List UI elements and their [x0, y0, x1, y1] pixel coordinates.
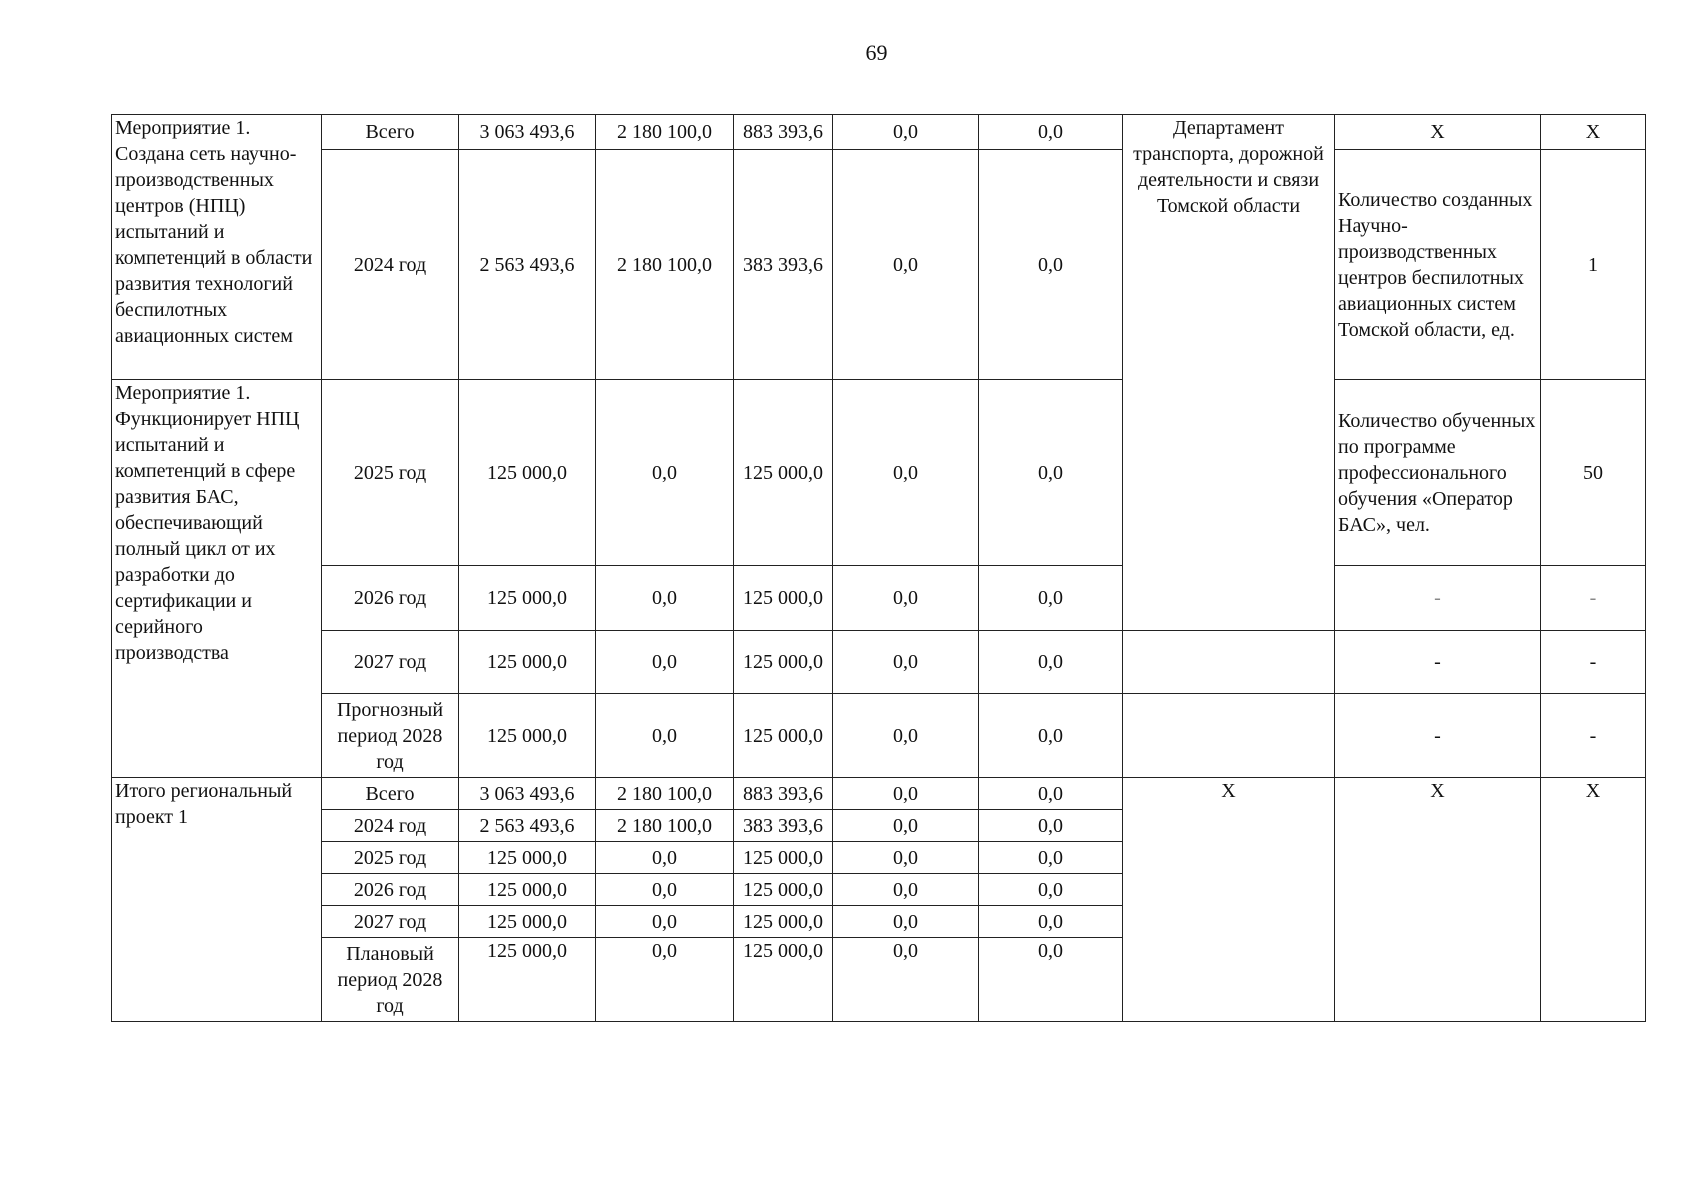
value-cell: 3 063 493,6 [459, 115, 596, 150]
value-cell: 2 563 493,6 [459, 150, 596, 380]
period-cell: 2024 год [322, 150, 459, 380]
indicator-cell: Количество обученных по программе профессионального обучения «Оператор БАС», чел. [1335, 380, 1541, 566]
value-cell: 883 393,6 [734, 115, 833, 150]
period-cell: 2025 год [322, 842, 459, 874]
period-cell: 2024 год [322, 810, 459, 842]
value-cell: 2 180 100,0 [596, 810, 734, 842]
value-cell: 0,0 [596, 906, 734, 938]
value-cell: 0,0 [979, 115, 1123, 150]
total-title: Итого региональный проект 1 [112, 778, 322, 1022]
value-cell: 0,0 [596, 842, 734, 874]
value-cell: 0,0 [833, 778, 979, 810]
value-cell: 0,0 [833, 380, 979, 566]
indicator-value: 50 [1541, 380, 1646, 566]
event-title: Мероприятие 1. Создана сеть научно-производственных центров (НПЦ) испытаний и компетенций в области развития технологий беспилотных авиационных систем [112, 115, 322, 380]
value-cell: 125 000,0 [459, 380, 596, 566]
dash-cell: - [1541, 566, 1646, 631]
table-row [112, 380, 1646, 566]
value-cell: 125 000,0 [459, 631, 596, 694]
x-mark: X [1335, 778, 1541, 1022]
period-cell: Всего [322, 115, 459, 150]
value-cell: 0,0 [979, 150, 1123, 380]
value-cell: 125 000,0 [734, 694, 833, 778]
value-cell: 883 393,6 [734, 778, 833, 810]
value-cell: 0,0 [979, 566, 1123, 631]
value-cell: 125 000,0 [734, 842, 833, 874]
value-cell: 125 000,0 [734, 380, 833, 566]
value-cell: 125 000,0 [459, 694, 596, 778]
dash-cell: - [1541, 631, 1646, 694]
value-cell: 0,0 [979, 810, 1123, 842]
table-row [112, 631, 1646, 694]
budget-table [111, 114, 1646, 1022]
x-mark: X [1123, 778, 1335, 1022]
value-cell: 0,0 [596, 566, 734, 631]
value-cell: 2 180 100,0 [596, 150, 734, 380]
value-cell: 0,0 [833, 694, 979, 778]
value-cell: 125 000,0 [459, 566, 596, 631]
period-cell: 2027 год [322, 906, 459, 938]
executor-cell: Департамент транспорта, дорожной деятельности и связи Томской области [1123, 115, 1335, 631]
event-title: Мероприятие 1. Функционирует НПЦ испытаний и компетенций в сфере развития БАС, обеспечивающий полный цикл от их разработки до сертификации и серийного производства [112, 380, 322, 778]
value-cell: 0,0 [596, 938, 734, 1022]
value-cell: 2 180 100,0 [596, 778, 734, 810]
period-cell: 2027 год [322, 631, 459, 694]
value-cell: 2 180 100,0 [596, 115, 734, 150]
value-cell: 0,0 [833, 115, 979, 150]
value-cell: 125 000,0 [734, 906, 833, 938]
value-cell: 0,0 [979, 938, 1123, 1022]
value-cell: 125 000,0 [734, 631, 833, 694]
table-row [112, 778, 1646, 810]
value-cell: 0,0 [833, 938, 979, 1022]
value-cell: 0,0 [979, 906, 1123, 938]
period-cell: Плановый период 2028 год [322, 938, 459, 1022]
value-cell: 0,0 [833, 874, 979, 906]
x-mark: X [1541, 115, 1646, 150]
value-cell: 0,0 [833, 631, 979, 694]
value-cell: 0,0 [596, 694, 734, 778]
x-mark: X [1335, 115, 1541, 150]
value-cell: 125 000,0 [734, 938, 833, 1022]
value-cell: 0,0 [979, 778, 1123, 810]
table-row [112, 694, 1646, 778]
value-cell: 383 393,6 [734, 810, 833, 842]
table-row [112, 566, 1646, 631]
value-cell: 3 063 493,6 [459, 778, 596, 810]
value-cell: 0,0 [979, 842, 1123, 874]
value-cell: 0,0 [979, 874, 1123, 906]
value-cell: 0,0 [979, 380, 1123, 566]
value-cell: 0,0 [833, 842, 979, 874]
table-row [112, 115, 1646, 150]
period-cell: Всего [322, 778, 459, 810]
value-cell: 0,0 [979, 631, 1123, 694]
period-cell: 2026 год [322, 874, 459, 906]
period-cell: Прогнозный период 2028 год [322, 694, 459, 778]
value-cell: 0,0 [833, 566, 979, 631]
period-cell: 2026 год [322, 566, 459, 631]
dash-cell: - [1541, 694, 1646, 778]
empty-cell [1123, 694, 1335, 778]
value-cell: 125 000,0 [459, 874, 596, 906]
value-cell: 0,0 [596, 874, 734, 906]
period-cell: 2025 год [322, 380, 459, 566]
indicator-cell: Количество созданных Научно-производственных центров беспилотных авиационных систем Томской области, ед. [1335, 150, 1541, 380]
x-mark: X [1541, 778, 1646, 1022]
value-cell: 0,0 [596, 380, 734, 566]
value-cell: 125 000,0 [459, 938, 596, 1022]
value-cell: 383 393,6 [734, 150, 833, 380]
value-cell: 0,0 [596, 631, 734, 694]
dash-cell: - [1335, 631, 1541, 694]
page-number: 69 [865, 40, 888, 65]
value-cell: 0,0 [833, 906, 979, 938]
table-row [112, 150, 1646, 380]
value-cell: 0,0 [979, 694, 1123, 778]
value-cell: 125 000,0 [459, 906, 596, 938]
empty-cell [1123, 631, 1335, 694]
value-cell: 125 000,0 [734, 874, 833, 906]
value-cell: 125 000,0 [459, 842, 596, 874]
value-cell: 125 000,0 [734, 566, 833, 631]
value-cell: 0,0 [833, 150, 979, 380]
dash-cell: - [1335, 694, 1541, 778]
value-cell: 0,0 [833, 810, 979, 842]
dash-cell: - [1335, 566, 1541, 631]
value-cell: 2 563 493,6 [459, 810, 596, 842]
indicator-value: 1 [1541, 150, 1646, 380]
